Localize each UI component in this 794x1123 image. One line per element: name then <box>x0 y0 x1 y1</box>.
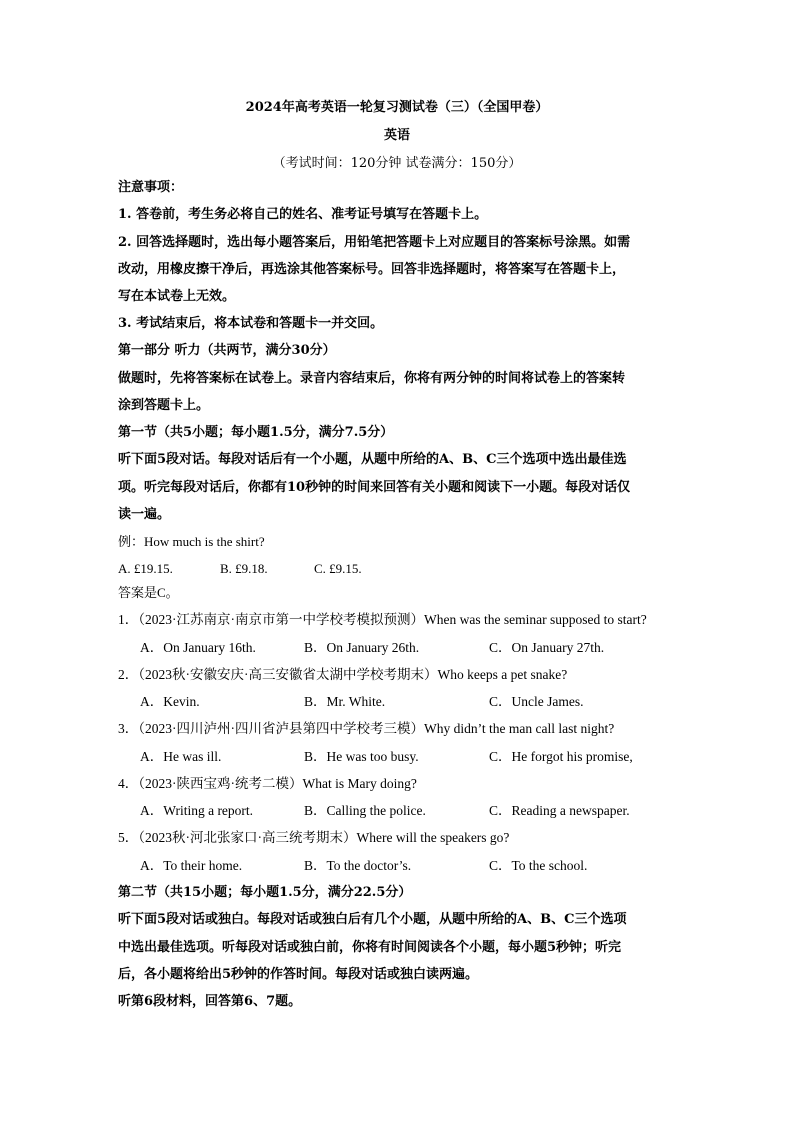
question-5-option-a[interactable]: A．To their home. <box>140 858 243 873</box>
question-2-option-c[interactable]: C．Uncle James. <box>489 694 584 709</box>
example-answer: 答案是C。 <box>118 585 179 600</box>
section2-instruction-line-3: 后，各小题将给出5秒钟的作答时间。每段对话或独白读两遍。 <box>118 967 479 982</box>
exam-title: 2024年高考英语一轮复习测试卷（三）（全国甲卷） <box>245 100 549 115</box>
question-5-stem: 5．（2023秋·河北张家口·高三统考期末）Where will the speakers go? <box>118 830 510 845</box>
question-3-option-b[interactable]: B．He was too busy. <box>304 749 419 764</box>
question-3-stem: 3．（2023·四川泸州·四川省泸县第四中学校考三模）Why didn’t the man call last night? <box>118 721 615 736</box>
question-4-option-b[interactable]: B．Calling the police. <box>304 803 426 818</box>
question-5-option-c[interactable]: C．To the school. <box>489 858 588 873</box>
example-option-b: B. £9.18. <box>220 561 268 576</box>
section2-heading: 第二节（共15小题；每小题1.5分，满分22.5分） <box>118 885 412 900</box>
note-item-3: 3. 考试结束后，将本试卷和答题卡一并交回。 <box>118 316 384 331</box>
question-5-option-b[interactable]: B．To the doctor’s. <box>304 858 412 873</box>
part1-instruction-line-1: 做题时，先将答案标在试卷上。录音内容结束后，你将有两分钟的时间将试卷上的答案转 <box>118 371 626 386</box>
part1-instruction-line-2: 涂到答题卡上。 <box>118 398 210 413</box>
question-2-stem: 2．（2023秋·安徽安庆·高三安徽省太湖中学校考期末）Who keeps a pet snake? <box>118 667 568 682</box>
section1-instruction-line-3: 读一遍。 <box>118 507 171 522</box>
question-4-option-c[interactable]: C．Reading a newspaper. <box>489 803 630 818</box>
question-1-option-c[interactable]: C．On January 27th. <box>489 640 605 655</box>
question-1-option-b[interactable]: B．On January 26th. <box>304 640 420 655</box>
question-4-stem: 4．（2023·陕西宝鸡·统考二模）What is Mary doing? <box>118 776 417 791</box>
exam-info: （考试时间：120分钟 试卷满分：150分） <box>272 156 522 171</box>
question-2-option-b[interactable]: B．Mr. White. <box>304 694 386 709</box>
question-4-option-a[interactable]: A．Writing a report. <box>140 803 254 818</box>
section2-instruction-line-2: 中选出最佳选项。听每段对话或独白前，你将有时间阅读各个小题，每小题5秒钟；听完 <box>118 940 622 955</box>
material-6-instruction: 听第6段材料，回答第6、7题。 <box>118 994 302 1009</box>
section1-heading: 第一节（共5小题；每小题1.5分，满分7.5分） <box>118 425 394 440</box>
note-item-2-line-1: 2. 回答选择题时，选出每小题答案后，用铅笔把答题卡上对应题目的答案标号涂黑。如需 <box>118 235 631 250</box>
question-3-option-a[interactable]: A．He was ill. <box>140 749 222 764</box>
example-question: 例：How much is the shirt? <box>118 534 265 549</box>
question-3-option-c[interactable]: C．He forgot his promise, <box>489 749 633 764</box>
question-1-option-a[interactable]: A．On January 16th. <box>140 640 256 655</box>
section2-instruction-line-1: 听下面5段对话或独白。每段对话或独白后有几个小题，从题中所给的A、B、C三个选项 <box>118 912 627 927</box>
example-option-c: C. £9.15. <box>314 561 362 576</box>
subject-title: 英语 <box>383 128 410 143</box>
note-item-2-line-3: 写在本试卷上无效。 <box>118 289 236 304</box>
notes-heading: 注意事项： <box>118 180 184 195</box>
question-1-stem: 1．（2023·江苏南京·南京市第一中学校考模拟预测）When was the seminar supposed to start? <box>118 612 647 627</box>
section1-instruction-line-1: 听下面5段对话。每段对话后有一个小题，从题中所给的A、B、C三个选项中选出最佳选 <box>118 452 627 467</box>
section1-instruction-line-2: 项。听完每段对话后，你都有10秒钟的时间来回答有关小题和阅读下一小题。每段对话仅 <box>118 480 631 495</box>
question-2-option-a[interactable]: A．Kevin. <box>140 694 200 709</box>
note-item-1: 1. 答卷前，考生务必将自己的姓名、准考证号填写在答题卡上。 <box>118 207 488 222</box>
example-option-a: A. £19.15. <box>118 561 173 576</box>
note-item-2-line-2: 改动，用橡皮擦干净后，再选涂其他答案标号。回答非选择题时，将答案写在答题卡上， <box>118 262 626 277</box>
part1-heading: 第一部分 听力（共两节，满分30分） <box>118 343 336 358</box>
